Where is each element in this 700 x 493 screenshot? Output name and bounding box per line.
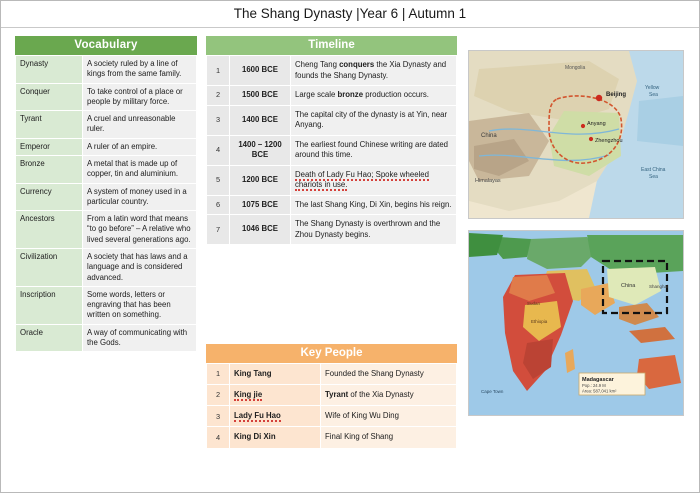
map-of-shang-china	[468, 50, 684, 219]
vocab-term: Oracle	[16, 324, 83, 352]
person-name-text: Lady Fu Hao	[234, 411, 281, 421]
event-text-pre: The capital city of the dynasty is at Yin, near Anyang.	[295, 109, 448, 130]
vocab-term: Civilization	[16, 248, 83, 286]
table-row	[16, 286, 197, 324]
timeline-date: 1400 – 1200 BCE	[230, 135, 291, 165]
vocab-definition: A cruel and unreasonable ruler.	[83, 111, 197, 139]
person-description	[321, 364, 457, 385]
svg-text:Sudan: Sudan	[527, 301, 541, 306]
vocab-term: Emperor	[16, 138, 83, 155]
svg-text:Anyang: Anyang	[587, 121, 606, 127]
vocab-definition: A society that has laws and a language and is considered advanced.	[83, 248, 197, 286]
timeline-event	[291, 215, 457, 245]
svg-text:Sea: Sea	[649, 174, 658, 180]
svg-text:Madagascar: Madagascar	[582, 377, 614, 383]
vocab-term: Bronze	[16, 155, 83, 183]
svg-text:China: China	[481, 133, 497, 139]
table-row	[16, 248, 197, 286]
vocabulary-table	[15, 55, 197, 352]
person-description	[321, 385, 457, 406]
event-text-bold: bronze	[337, 90, 364, 100]
person-name: King Tang	[230, 364, 321, 385]
timeline-event	[291, 105, 457, 135]
desc-text-pre: Final King of Shang	[325, 432, 394, 442]
vocab-definition: A system of money used in a particular country.	[83, 183, 197, 211]
timeline-date: 1046 BCE	[230, 215, 291, 245]
desc-text-pre: Founded the Shang Dynasty	[325, 369, 424, 378]
table-row	[207, 86, 457, 106]
timeline-event	[291, 135, 457, 165]
timeline-date: 1400 BCE	[230, 105, 291, 135]
timeline-row-number: 2	[207, 86, 230, 106]
table-row	[207, 215, 457, 245]
key-people-heading: Key People	[206, 344, 457, 363]
table-row	[16, 138, 197, 155]
svg-text:Sea: Sea	[649, 92, 658, 98]
desc-text-post: of the Xia Dynasty	[348, 390, 414, 400]
timeline-event	[291, 165, 457, 195]
page-title: The Shang Dynasty |Year 6 | Autumn 1	[1, 1, 699, 28]
timeline-date: 1075 BCE	[230, 195, 291, 215]
timeline-row-number: 7	[207, 215, 230, 245]
timeline-event	[291, 56, 457, 86]
timeline-event	[291, 195, 457, 215]
table-row	[207, 406, 457, 427]
vocab-definition: To take control of a place or people by military force.	[83, 83, 197, 111]
table-row	[207, 195, 457, 215]
key-people-section	[206, 344, 457, 449]
vocab-definition: A metal that is made up of copper, tin and aluminium.	[83, 155, 197, 183]
vocab-term: Currency	[16, 183, 83, 211]
table-row	[207, 427, 457, 448]
svg-text:Shanghai: Shanghai	[649, 284, 669, 289]
vocab-term: Ancestors	[16, 211, 83, 249]
svg-text:Yellow: Yellow	[645, 85, 660, 91]
vocab-term: Dynasty	[16, 56, 83, 84]
timeline-section	[206, 36, 457, 245]
table-row	[207, 56, 457, 86]
table-row	[207, 364, 457, 385]
event-text-post: the Xia Dynasty and founds the Shang Dynasty.	[295, 60, 447, 80]
svg-text:Area: 587,041 km²: Area: 587,041 km²	[582, 388, 617, 394]
vocab-definition: A society ruled by a line of kings from the same family.	[83, 56, 197, 84]
event-text-bold: conquers	[339, 60, 375, 69]
vocab-definition: A ruler of an empire.	[83, 138, 197, 155]
timeline-row-number: 5	[207, 165, 230, 195]
svg-text:Mongolia: Mongolia	[565, 65, 586, 71]
timeline-row-number: 4	[207, 135, 230, 165]
vocab-term: Tyrant	[16, 111, 83, 139]
person-description	[321, 427, 457, 448]
event-text-pre: Large scale	[295, 90, 338, 100]
vocabulary-heading: Vocabulary	[15, 36, 197, 55]
key-people-table	[206, 363, 457, 449]
table-row	[16, 111, 197, 139]
event-text-pre: The Shang Dynasty is overthrown and the Zhou Dynasty begins.	[295, 219, 441, 239]
world-map-china-highlight	[468, 230, 684, 416]
table-row	[16, 183, 197, 211]
person-description	[321, 406, 457, 427]
event-text-pre: The last Shang King, Di Xin, begins his reign.	[295, 199, 452, 209]
event-text-pre: The earliest found Chinese writing are dated around this time.	[295, 139, 448, 160]
vocab-definition: Some words, letters or engraving that has been written on something.	[83, 286, 197, 324]
desc-text-bold: Tyrant	[325, 390, 349, 400]
svg-text:East China: East China	[641, 167, 666, 173]
table-row	[207, 135, 457, 165]
vocabulary-section	[15, 36, 197, 352]
table-row	[16, 56, 197, 84]
svg-text:Cape Town: Cape Town	[481, 389, 504, 394]
desc-text-pre: Wife of King Wu Ding	[325, 411, 399, 421]
china-map-graphic	[469, 51, 683, 218]
vocab-term: Conquer	[16, 83, 83, 111]
svg-text:Himalayas: Himalayas	[475, 178, 501, 184]
vocab-definition: From a latin word that means “to go before” – A relative who lived several generations ago.	[83, 211, 197, 249]
table-row	[16, 83, 197, 111]
vocab-term: Inscription	[16, 286, 83, 324]
person-row-number: 4	[207, 427, 230, 448]
table-row	[207, 165, 457, 195]
timeline-row-number: 1	[207, 56, 230, 86]
table-row	[207, 105, 457, 135]
table-row	[207, 385, 457, 406]
timeline-table	[206, 55, 457, 245]
vocab-definition: A way of communicating with the Gods.	[83, 324, 197, 352]
person-name	[230, 385, 321, 406]
person-row-number: 1	[207, 364, 230, 385]
svg-text:Zhengzhou: Zhengzhou	[595, 138, 623, 144]
world-map-graphic	[469, 231, 683, 415]
event-text-pre: Death of Lady Fu Hao; Spoke wheeled chariots in use.	[295, 169, 429, 190]
event-text-post: production occurs.	[363, 90, 429, 100]
svg-text:China: China	[621, 283, 636, 289]
timeline-date: 1500 BCE	[230, 86, 291, 106]
svg-text:Beijing: Beijing	[606, 92, 627, 98]
timeline-date: 1200 BCE	[230, 165, 291, 195]
table-row	[16, 211, 197, 249]
timeline-row-number: 3	[207, 105, 230, 135]
person-name-text: King jie	[234, 390, 263, 400]
person-row-number: 3	[207, 406, 230, 427]
person-name	[230, 406, 321, 427]
timeline-date: 1600 BCE	[230, 56, 291, 86]
event-text-pre: Cheng Tang	[295, 60, 340, 69]
svg-text:Ethiopia: Ethiopia	[531, 319, 548, 324]
timeline-row-number: 6	[207, 195, 230, 215]
table-row	[16, 155, 197, 183]
timeline-event	[291, 86, 457, 106]
table-row	[16, 324, 197, 352]
timeline-heading: Timeline	[206, 36, 457, 55]
person-row-number: 2	[207, 385, 230, 406]
svg-text:Pop.: 24.9 M: Pop.: 24.9 M	[582, 383, 606, 388]
person-name: King Di Xin	[230, 427, 321, 448]
